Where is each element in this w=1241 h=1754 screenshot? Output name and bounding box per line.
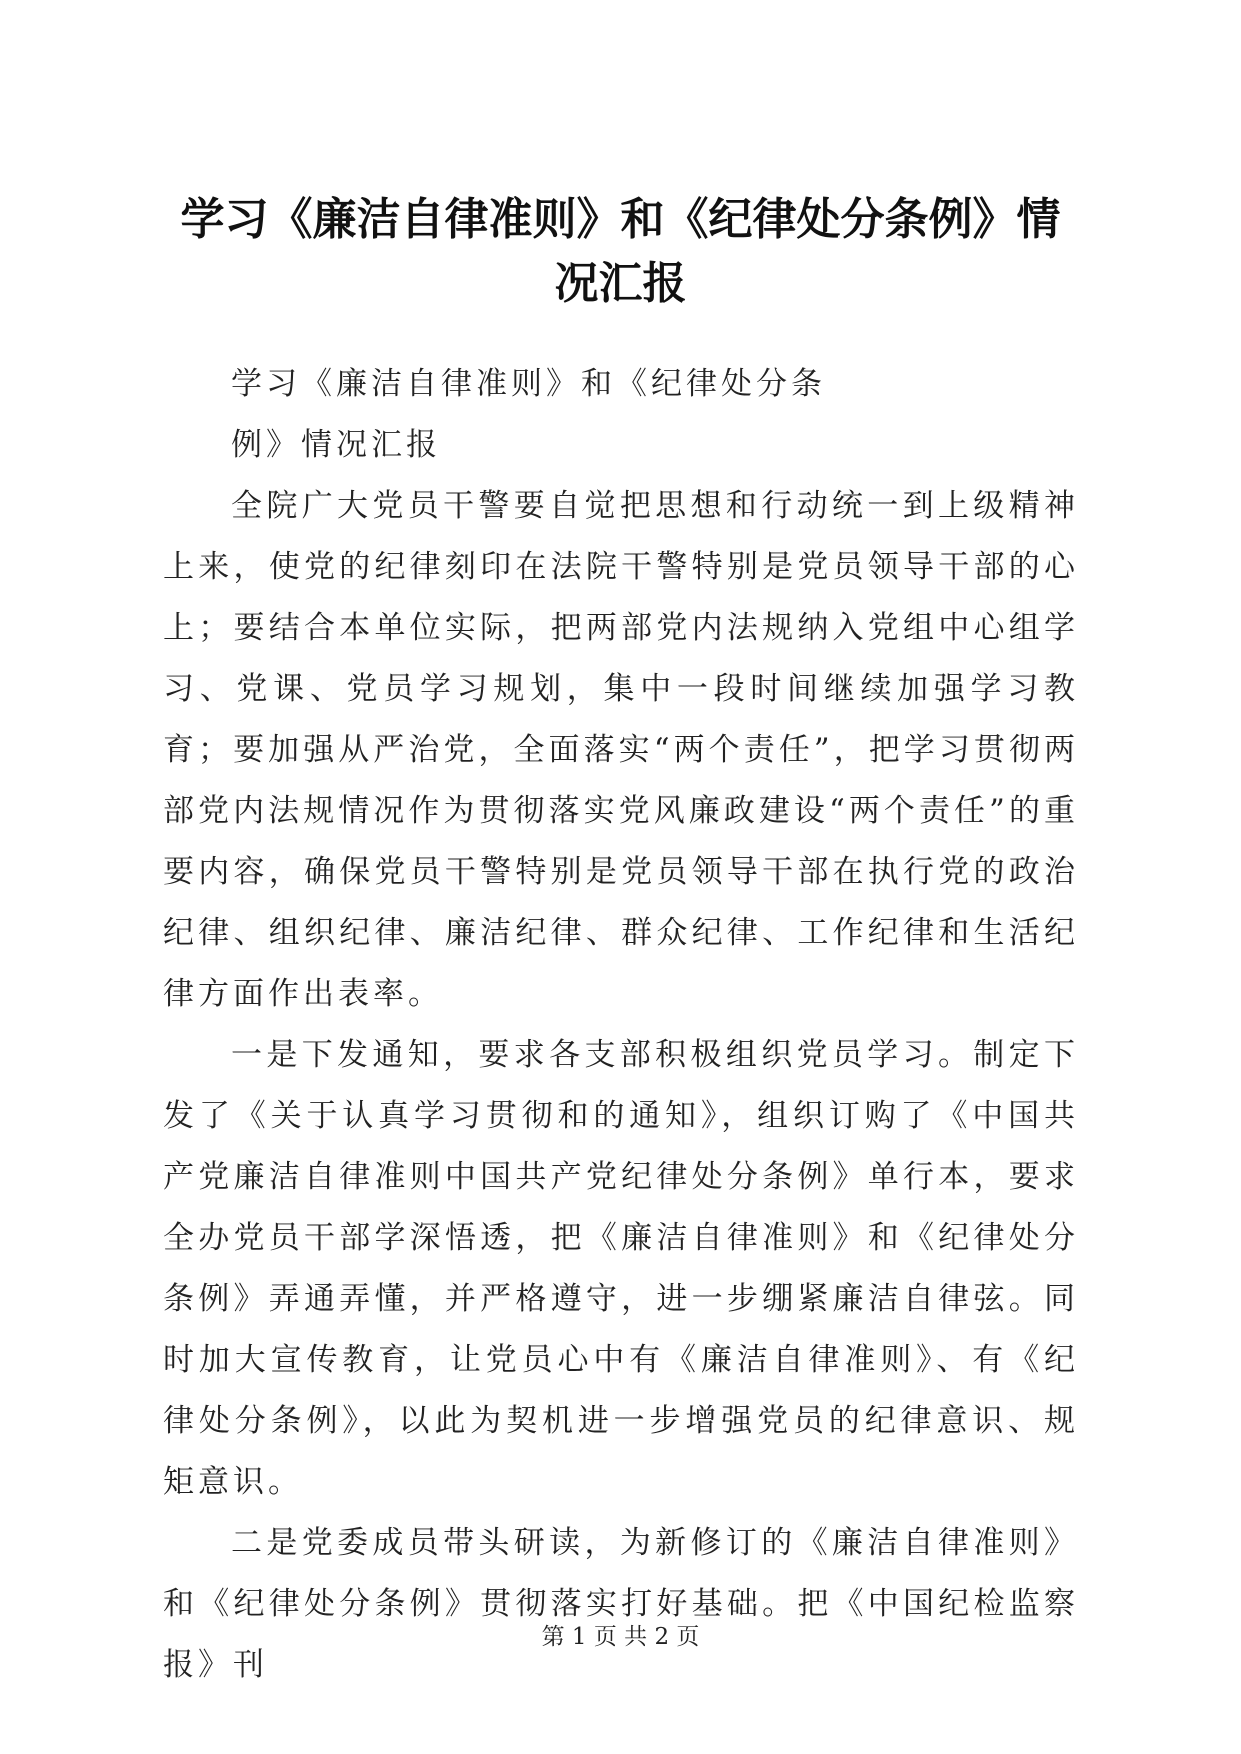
document-body [163, 354, 1079, 1696]
body-paragraph: 全院广大党员干警要自觉把思想和行动统一到上级精神上来，使党的纪律刻印在法院干警特别是党员领导干部的心上；要结合本单位实际，把两部党内法规纳入党组中心组学习、党课、党员学习规划，集中一段时间继续加强学习教育；要加强从严治党，全面落实“两个责任”，把学习贯彻两部党内法规情况作为贯彻落实党风廉政建设“两个责任”的重要内容，确保党员干警特别是党员领导干部在执行党的政治纪律、组织纪律、廉洁纪律、群众纪律、工作纪律和生活纪律方面作出表率。 [163, 488, 1079, 1012]
body-paragraph: 二是党委成员带头研读，为新修订的《廉洁自律准则》和《纪律处分条例》贯彻落实打好基础。把《中国纪检监察报》刊 [163, 1525, 1079, 1683]
subtitle-line: 例》情况汇报 [231, 427, 441, 463]
subtitle-line: 学习《廉洁自律准则》和《纪律处分条 [231, 366, 826, 402]
page-number-footer: 第 1 页 共 2 页 [541, 1624, 700, 1650]
body-paragraph: 一是下发通知，要求各支部积极组织党员学习。制定下发了《关于认真学习贯彻和的通知》，组织订购了《中国共产党廉洁自律准则中国共产党纪律处分条例》单行本，要求全办党员干部学深悟透，把《廉洁自律准则》和《纪律处分条例》弄通弄懂，并严格遵守，进一步绷紧廉洁自律弦。同时加大宣传教育，让党员心中有《廉洁自律准则》、有《纪律处分条例》，以此为契机进一步增强党员的纪律意识、规矩意识。 [163, 1037, 1079, 1500]
document-title: 学习《廉洁自律准则》和《纪律处分条例》情况汇报 [180, 194, 1061, 309]
